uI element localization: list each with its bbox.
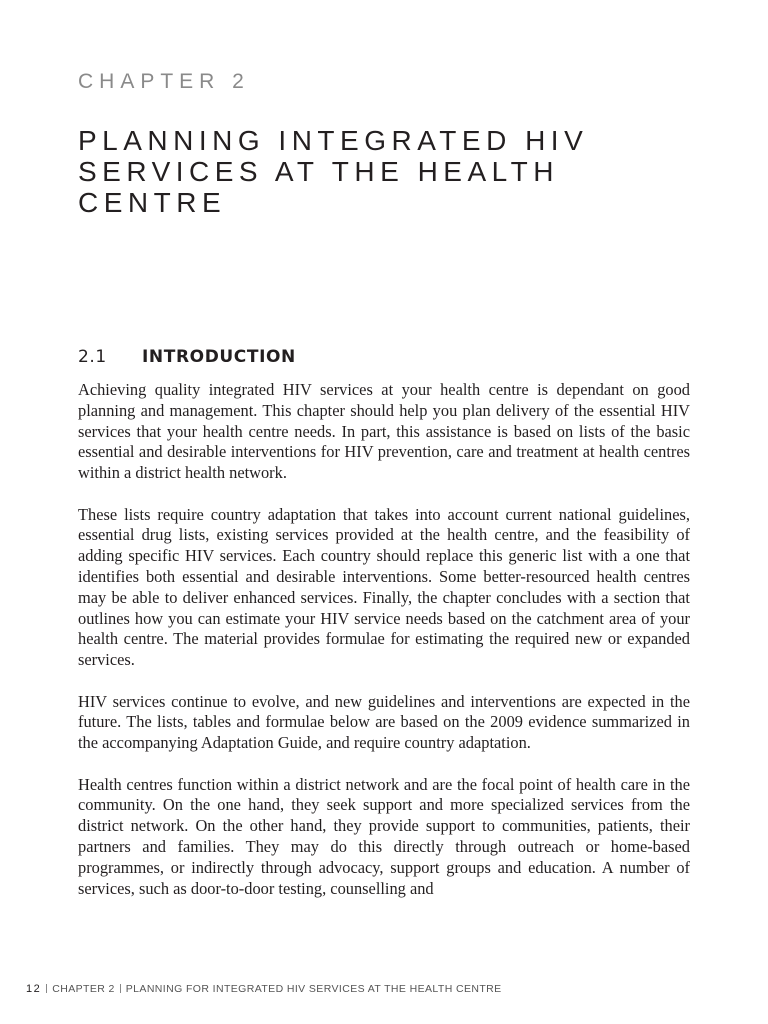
page-footer <box>26 982 502 996</box>
section-title: INTRODUCTION <box>142 347 296 367</box>
section-number: 2.1 <box>78 347 107 367</box>
chapter-label: CHAPTER 2 <box>78 70 250 93</box>
page-number: 12 <box>26 983 42 995</box>
paragraph-4: Health centres function within a district network and are the focal point of health care in the community. On the one hand, they seek support and more specialized services from the district network. On the other hand, they provide support to communities, patients, their partners and families. They may do this directly through outreach or home-based programmes, or indirectly through advocacy, support groups and education. A number of services, such as door-to-door testing, counselling and <box>78 774 690 898</box>
paragraph-3: HIV services continue to evolve, and new guidelines and interventions are expected in the future. The lists, tables and formulae below are based on the 2009 evidence summarized in the accompanying Adaptation Guide, and require country adaptation. <box>78 691 690 753</box>
body-text <box>78 380 690 920</box>
footer-separator <box>46 984 47 993</box>
footer-chapter: CHAPTER 2 <box>52 983 115 995</box>
paragraph-2: These lists require country adaptation that takes into account current national guidelines, essential drug lists, existing services provided at the health centre, and the feasibility of adding specific HIV services. Each country should replace this generic list with a one that identifies both essential and desirable interventions. Some better-resourced health centres may be able to deliver enhanced services. Finally, the chapter concludes with a section that outlines how you can estimate your HIV service needs based on the catchment area of your health centre. The material provides formulae for estimating the required new or expanded services. <box>78 504 690 670</box>
chapter-title: PLANNING INTEGRATED HIV SERVICES AT THE HEALTH CENTRE <box>78 125 589 218</box>
footer-separator <box>120 984 121 993</box>
paragraph-1: Achieving quality integrated HIV services at your health centre is dependant on good planning and management. This chapter should help you plan delivery of the essential HIV services that your health centre needs. In part, this assistance is based on lists of the basic essential and desirable interventions for HIV prevention, care and treatment at health centres within a district health network. <box>78 380 690 483</box>
footer-running-title: PLANNING FOR INTEGRATED HIV SERVICES AT THE HEALTH CENTRE <box>125 983 502 995</box>
section-heading <box>78 345 296 369</box>
